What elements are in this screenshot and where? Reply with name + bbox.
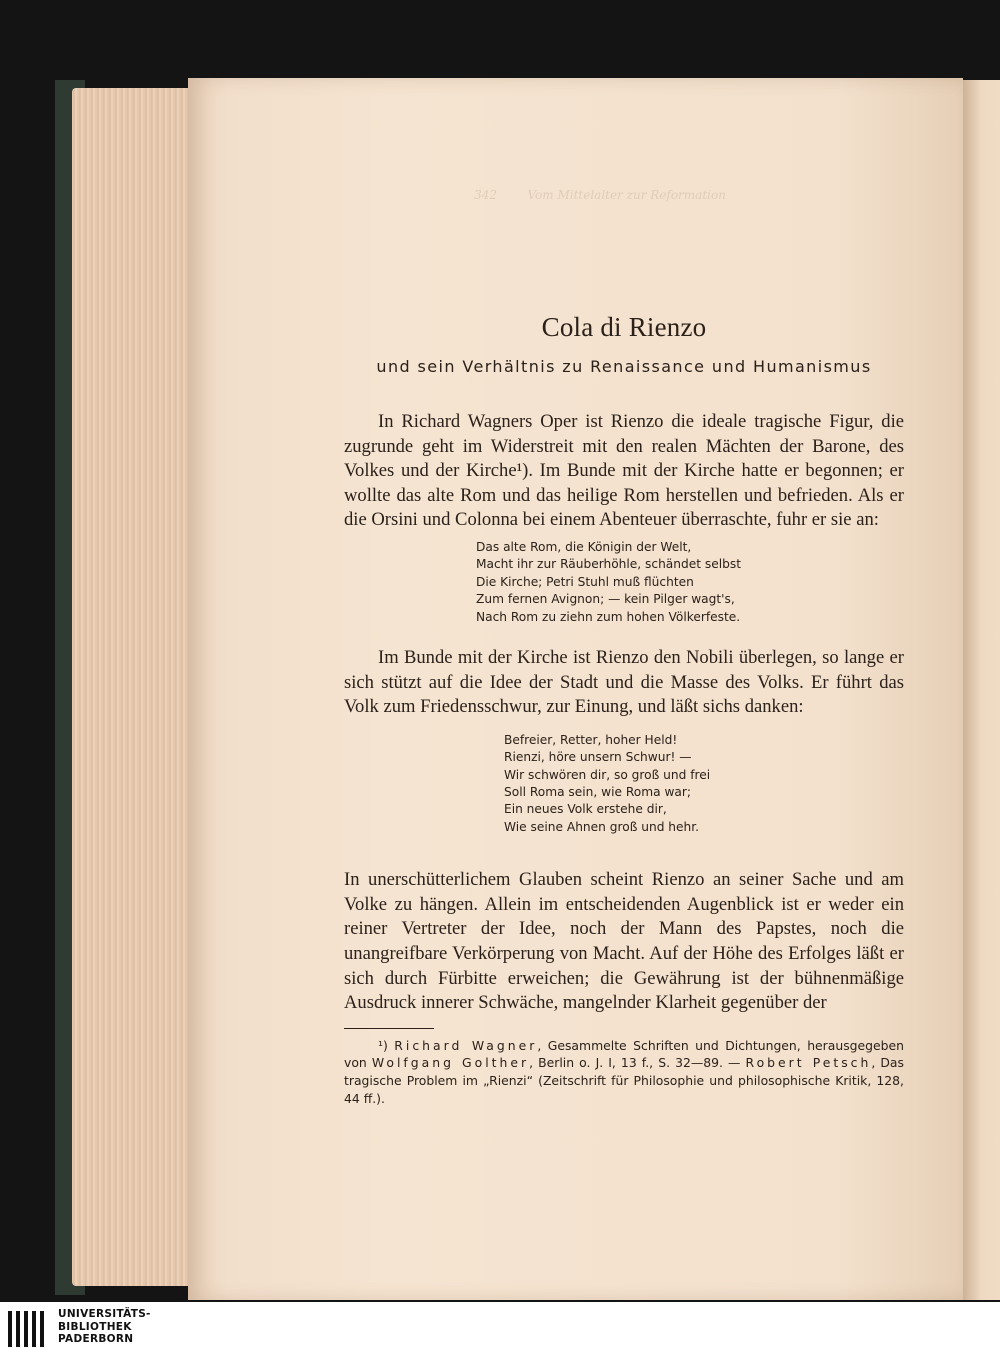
- verse-line: Ein neues Volk erstehe dir,: [504, 802, 667, 817]
- library-logo: [8, 1305, 151, 1349]
- page-stack-edge: [72, 88, 202, 1286]
- verse-line: Die Kirche; Petri Stuhl muß flüchten: [476, 574, 694, 589]
- logo-bars-icon: [8, 1311, 50, 1347]
- verse-line: Nach Rom zu ziehn zum hohen Völkerfeste.: [476, 609, 741, 624]
- verse-line: Wie seine Ahnen groß und hehr.: [504, 819, 700, 834]
- verse-line: Macht ihr zur Räuberhöhle, schändet selbst: [476, 557, 741, 572]
- facing-page-edge: [963, 80, 1000, 1300]
- paragraph-3: In unerschütterlichem Glauben scheint Rienzo an seiner Sache und am Volke zu hängen. Allein im entscheidenden Augenblick ist er weder ein reiner Vertreter der Idee, noch der Mann des Papstes, noch die unangreifbare Verkörperung von Macht. Auf der Höhe des Erfolges läßt er sich durch Fürbitte erweichen; die Gewährung ist der bühnenmäßige Ausdruck innerer Schwäche, mangelnder Klarheit gegenüber der: [344, 869, 904, 1014]
- footnote-author: Wolfgang Golther: [371, 1055, 530, 1071]
- verse-block-1: [476, 539, 904, 626]
- verse-block-2: [504, 732, 904, 836]
- footnote-divider: [344, 1028, 434, 1029]
- verse-line: Befreier, Retter, hoher Held!: [504, 732, 678, 747]
- paragraph-2: Im Bunde mit der Kirche ist Rienzo den Nobili überlegen, so lange er sich stützt auf die Idee der Stadt und die Masse des Volks. Er führt das Volk zum Friedensschwur, zur Einung, und läßt sichs danken:: [344, 647, 904, 718]
- page-title: Cola di Rienzo: [541, 312, 707, 342]
- verse-line: Rienzi, höre unsern Schwur! —: [504, 750, 692, 765]
- page-content: [344, 312, 904, 1107]
- verse-line: Das alte Rom, die Königin der Welt,: [476, 539, 692, 554]
- verse-line: Soll Roma sein, wie Roma war;: [504, 785, 692, 799]
- footnote-author: Robert Petsch: [745, 1055, 872, 1071]
- footnote: ¹) Richard Wagner, Gesammelte Schriften und Dichtungen, herausgegeben von Wolfgang Golther, Berlin o. J. I, 13 f., S. 32—89. — Robert Petsch, Das tragische Problem im „Rienzi“ (Zeitschrift für Philosophie und philosophische Kritik, 128, 44 ff.).: [344, 1037, 904, 1106]
- logo-text: UNIVERSITÄTS- BIBLIOTHEK PADERBORN: [58, 1308, 151, 1345]
- paragraph-1: In Richard Wagners Oper ist Rienzo die ideale tragische Figur, die zugrunde geht im Widerstreit mit den realen Mächten der Barone, des Volkes und der Kirche¹). Im Bunde mit der Kirche hatte er begonnen; er wollte das alte Rom und das heilige Rom herstellen und befrieden. Als er die Orsini und Colonna bei einem Abenteuer überraschte, fuhr er sie an:: [344, 411, 904, 531]
- footnote-author: Richard Wagner: [394, 1037, 538, 1053]
- verse-line: Wir schwören dir, so groß und frei: [504, 767, 711, 782]
- verse-line: Zum fernen Avignon; — kein Pilger wagt's,: [476, 592, 735, 607]
- page-subtitle: und sein Verhältnis zu Renaissance und Humanismus: [376, 357, 872, 376]
